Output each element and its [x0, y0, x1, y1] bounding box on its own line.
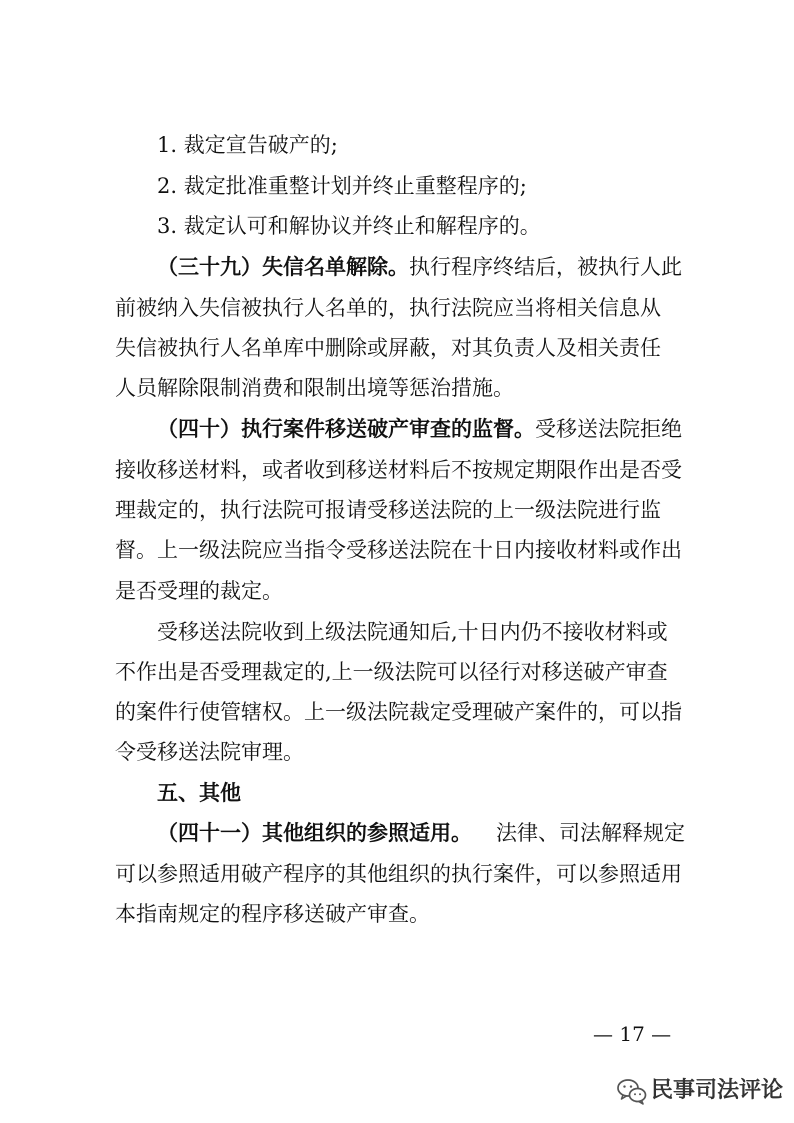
section-40-line-4: 督。上一级法院应当指令受移送法院在十日内接收材料或作出 [115, 538, 682, 562]
list-item-1: 1. 裁定宣告破产的; [157, 133, 338, 157]
section-39-title: （三十九）失信名单解除。 [157, 254, 409, 279]
section-40-para-2-line-2: 不作出是否受理裁定的,上一级法院可以径行对移送破产审查 [115, 660, 668, 684]
section-39-line-4: 人员解除限制消费和限制出境等惩治措施。 [115, 376, 514, 400]
section-40-para-2-line-4: 令受移送法院审理。 [115, 740, 304, 764]
section-40-title: （四十）执行案件移送破产审查的监督。 [157, 416, 535, 441]
watermark-text: 民事司法评论 [651, 1078, 784, 1103]
section-39-line-3: 失信被执行人名单库中删除或屏蔽，对其负责人及相关责任 [115, 336, 661, 360]
section-41-line-2: 可以参照适用破产程序的其他组织的执行案件，可以参照适用 [115, 862, 682, 886]
section-40-line-3: 理裁定的，执行法院可报请受移送法院的上一级法院进行监 [115, 498, 661, 522]
chapter-5-heading: 五、其他 [157, 781, 241, 805]
section-40-line-5: 是否受理的裁定。 [115, 579, 283, 603]
wechat-icon [617, 1078, 647, 1105]
section-39-first-line [157, 255, 682, 279]
section-41-title: （四十一）其他组织的参照适用。 [157, 820, 472, 845]
section-40-first-line [157, 417, 682, 441]
section-40-line-1-text: 受移送法院拒绝 [535, 417, 682, 441]
section-39-line-1-text: 执行程序终结后，被执行人此 [409, 255, 682, 279]
section-40-para-2-line-1: 受移送法院收到上级法院通知后,十日内仍不接收材料或 [157, 620, 668, 644]
section-41-first-line [157, 821, 685, 845]
list-item-3: 3. 裁定认可和解协议并终止和解程序的。 [157, 214, 541, 238]
account-watermark [617, 1075, 787, 1109]
section-41-line-3: 本指南规定的程序移送破产审查。 [115, 902, 430, 926]
section-40-line-2: 接收移送材料，或者收到移送材料后不按规定期限作出是否受 [115, 458, 682, 482]
section-41-line-1-text: 法律、司法解释规定 [496, 821, 685, 845]
page-number: — 17 — [593, 1022, 672, 1046]
list-item-2: 2. 裁定批准重整计划并终止重整程序的; [157, 174, 527, 198]
section-40-para-2-line-3: 的案件行使管辖权。上一级法院裁定受理破产案件的，可以指 [115, 700, 682, 724]
section-39-line-2: 前被纳入失信被执行人名单的，执行法院应当将相关信息从 [115, 296, 661, 320]
